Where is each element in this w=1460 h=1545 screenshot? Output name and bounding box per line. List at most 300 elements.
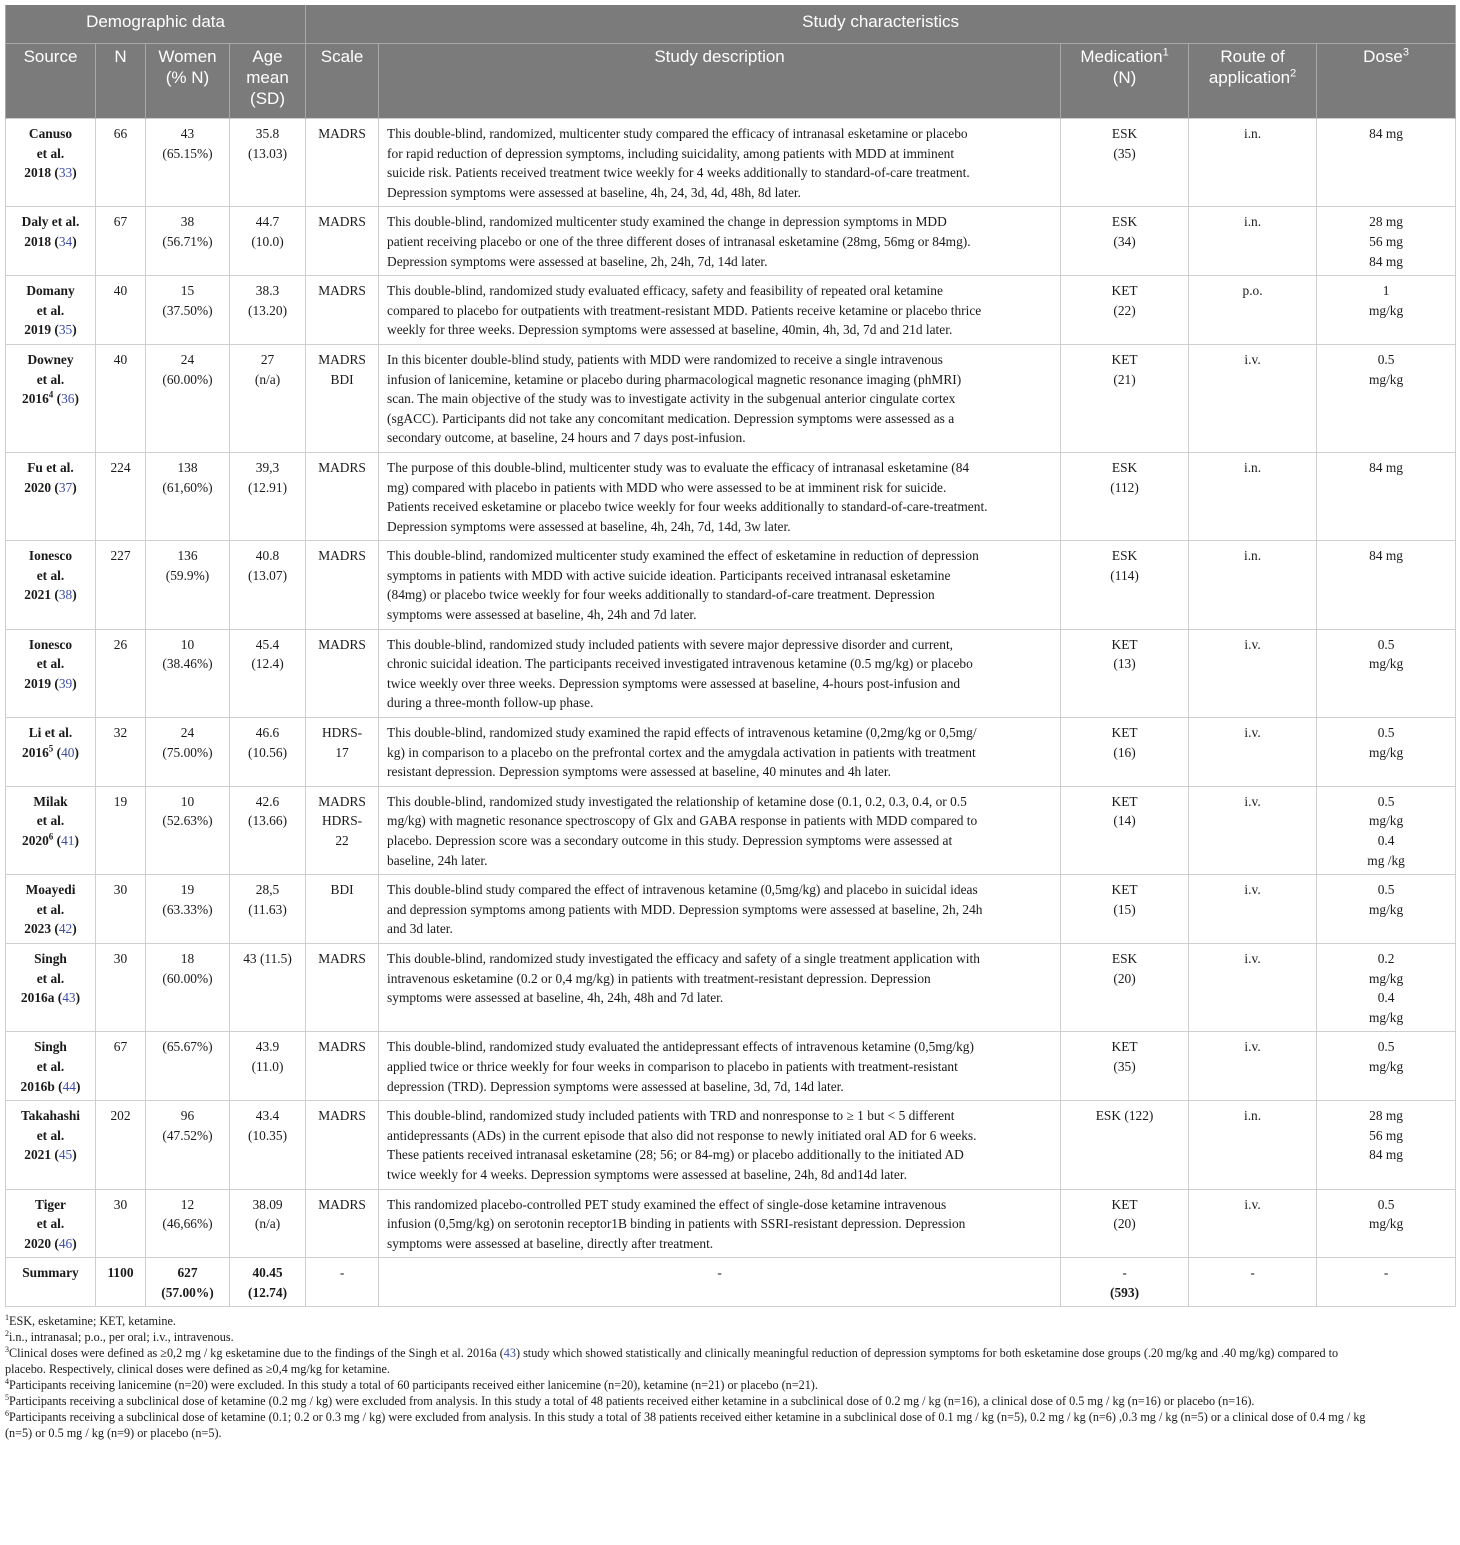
n-cell: 40 — [96, 276, 146, 345]
summary-age-line: 40.45 — [252, 1265, 283, 1281]
column-header-label: Dose — [1363, 47, 1403, 66]
medication-cell — [1061, 1032, 1189, 1101]
summary-women-line: 627 — [177, 1265, 198, 1281]
scale-line: MADRS — [318, 1039, 366, 1055]
medication-line: ESK — [1111, 126, 1138, 141]
source-year: 2016 — [22, 391, 49, 407]
dose-line: mg/kg — [1368, 1009, 1404, 1025]
dose-cell — [1317, 541, 1456, 629]
route-cell: i.n. — [1189, 119, 1317, 207]
dose-line: 0.4 — [1377, 990, 1395, 1006]
women-line: 15 — [180, 283, 195, 299]
footnote — [5, 1329, 1455, 1345]
dose-line: 56 mg — [1369, 233, 1403, 249]
table-row — [6, 119, 1456, 207]
medication-line: (112) — [1110, 479, 1139, 495]
description-cell — [379, 276, 1061, 345]
women-cell — [146, 629, 230, 717]
scale-line: MADRS — [318, 1196, 366, 1212]
source-line: Singh — [34, 1039, 67, 1055]
women-cell — [146, 344, 230, 452]
source-cell — [6, 1189, 96, 1258]
age-line: (13.07) — [247, 567, 288, 583]
column-header-label: Scale — [320, 47, 364, 66]
source-year: 2020 — [24, 1235, 52, 1251]
scale-line: MADRS — [318, 950, 366, 966]
route-cell: i.v. — [1189, 344, 1317, 452]
n-cell: 67 — [96, 1032, 146, 1101]
description-line: Patients received esketamine or placebo twice weekly for four weeks additionally to standard-of-care-treatment. — [387, 499, 988, 515]
medication-cell — [1061, 786, 1189, 874]
source-last-line: 2021 (45) — [24, 1147, 77, 1163]
age-cell — [230, 207, 306, 276]
dose-cell — [1317, 629, 1456, 717]
table-row — [6, 1189, 1456, 1258]
route-cell: i.v. — [1189, 1189, 1317, 1258]
scale-line: MADRS — [318, 351, 366, 367]
description-line: These patients received intranasal esketamine (28; 56; or 84-mg) or placebo additionally to the initiated AD — [387, 1147, 964, 1163]
reference-link: 34 — [58, 233, 73, 249]
footnote-number: 4 — [5, 1377, 9, 1387]
women-cell — [146, 1189, 230, 1258]
reference-link: 38 — [58, 587, 73, 603]
source-last-line: 2016a (43) — [20, 990, 81, 1006]
description-line: This double-blind, randomized, multicenter study compared the efficacy of intranasal esketamine or placebo — [387, 126, 968, 141]
description-cell — [379, 452, 1061, 540]
summary-dose: - — [1317, 1258, 1456, 1307]
source-line: Daly et al. — [21, 214, 80, 230]
source-line: Milak — [33, 793, 68, 809]
description-line: mg/kg) with magnetic resonance spectroscopy of Glx and GABA response in patients with MDD compared to — [387, 813, 978, 829]
description-line: This double-blind, randomized study included patients with severe major depressive disorder and current, — [387, 636, 954, 652]
source-line: et al. — [36, 371, 65, 387]
description-line: patient receiving placebo or one of the three different doses of intranasal esketamine (28mg, 56mg or 84mg). — [387, 233, 971, 249]
source-line: et al. — [36, 302, 65, 318]
study-table — [5, 5, 1456, 1307]
route-cell: p.o. — [1189, 276, 1317, 345]
source-cell — [6, 452, 96, 540]
dose-line: mg/kg — [1368, 656, 1404, 672]
medication-cell — [1061, 344, 1189, 452]
scale-line: MADRS — [318, 283, 366, 299]
source-line: et al. — [36, 901, 65, 917]
column-header-med — [1061, 44, 1189, 119]
scale-line: BDI — [330, 882, 354, 898]
age-line: 39,3 — [255, 459, 280, 475]
reference-link: 39 — [58, 675, 73, 691]
description-line: weekly for three weeks. Depression symptoms were assessed at baseline, 40min, 4h, 3d, 7d and 21d later. — [387, 322, 953, 338]
source-last-line: 2020$^6$ (41) — [22, 831, 79, 848]
scale-line: 22 — [335, 833, 349, 848]
footnote-number: 2 — [5, 1329, 9, 1339]
route-cell: i.v. — [1189, 786, 1317, 874]
footnote: $^3$Clinical doses were defined as ≥0,2 mg / kg esketamine due to the findings of the Singh et al. 2016a (43) study which showed statistically and clinically meaningful reduction of depression symptoms for both esketamine dose groups (.20 mg/kg and .40 mg/kg) compared to placebo. Respectively, clinical doses were defined as ≥0,4 mg/kg for ketamine. — [5, 1345, 1339, 1377]
column-header-scale — [306, 44, 379, 119]
footnote-text-continued: (n=5) or 0.5 mg / kg (n=9) or placebo (n=5). — [5, 1426, 222, 1441]
column-header-desc — [379, 44, 1061, 119]
description-line: baseline, 24h later. — [387, 852, 488, 868]
women-line: (47.52%) — [162, 1127, 213, 1143]
dose-cell — [1317, 718, 1456, 787]
description-line: placebo. Depression score was a secondary outcome in this study. Depression symptoms were assessed at — [387, 833, 953, 848]
description-line: (84mg) or placebo twice weekly for four weeks additionally to standard-of-care treatment. Depression — [387, 587, 935, 603]
description-line: symptoms were assessed at baseline, 4h, 24h and 7d later. — [387, 607, 697, 623]
column-header-women — [146, 44, 230, 119]
description-line: suicide risk. Patients received treatment twice weekly for 4 weeks additionally to standard-of-care treatment. — [387, 165, 970, 181]
dose-line: 0.5 — [1377, 1196, 1395, 1212]
group-header-study: Study characteristics — [306, 5, 1456, 44]
age-line: (11.0) — [251, 1058, 284, 1074]
column-header-age — [230, 44, 306, 119]
dose-line: mg/kg — [1368, 901, 1404, 917]
age-line: 43 (11.5) — [243, 950, 292, 966]
age-line: 43.9 — [255, 1039, 280, 1055]
age-line: (n/a) — [254, 1216, 281, 1232]
n-cell: 224 — [96, 452, 146, 540]
women-line: 24 — [180, 351, 195, 367]
description-line: This double-blind, randomized study evaluated efficacy, safety and feasibility of repeated oral ketamine — [387, 283, 943, 299]
medication-line: KET — [1111, 636, 1138, 652]
dose-cell — [1317, 1101, 1456, 1189]
column-header-label: N — [114, 47, 127, 66]
description-line: infusion of lanicemine, ketamine or placebo during pharmacological magnetic resonance imaging (phMRI) — [387, 371, 962, 387]
women-line: 24 — [180, 725, 195, 741]
route-cell: i.v. — [1189, 629, 1317, 717]
column-header-label: Study description — [654, 47, 785, 66]
source-cell — [6, 207, 96, 276]
description-line: and 3d later. — [387, 921, 453, 937]
scale-line: MADRS — [318, 126, 366, 141]
age-cell — [230, 344, 306, 452]
footnote-number: 3 — [5, 1345, 9, 1355]
medication-cell — [1061, 629, 1189, 717]
source-cell — [6, 1032, 96, 1101]
medication-line: KET — [1111, 1039, 1138, 1055]
source-cell — [6, 276, 96, 345]
dose-line: 0.5 — [1377, 882, 1395, 898]
age-cell — [230, 276, 306, 345]
table-figure — [5, 5, 1455, 1441]
women-line: (65.15%) — [162, 145, 213, 161]
medication-line: (20) — [1113, 970, 1136, 986]
women-cell — [146, 786, 230, 874]
footnote-text: Clinical doses were defined as ≥0,2 mg / kg esketamine due to the findings of the Singh et al. 2016a — [9, 1346, 497, 1361]
age-cell — [230, 875, 306, 944]
table-row — [6, 344, 1456, 452]
n-cell: 67 — [96, 207, 146, 276]
summary-scale: - — [306, 1258, 379, 1307]
n-cell: 32 — [96, 718, 146, 787]
women-cell — [146, 943, 230, 1031]
source-line: Li et al. — [28, 725, 73, 741]
group-header-demographic: Demographic data — [6, 5, 306, 44]
medication-cell — [1061, 875, 1189, 944]
medication-cell — [1061, 718, 1189, 787]
dose-line: 84 mg — [1369, 1147, 1403, 1163]
scale-cell — [306, 1101, 379, 1189]
scale-line: MADRS — [318, 1108, 366, 1124]
source-last-line: 2019 (39) — [24, 675, 77, 691]
description-line: secondary outcome, at baseline, 24 hours and 7 days post-infusion. — [387, 430, 746, 446]
age-line: 28,5 — [255, 882, 280, 898]
column-header-label: Source — [23, 47, 78, 66]
description-line: depression (TRD). Depression symptoms were assessed at baseline, 3d, 7d, 14d later. — [387, 1078, 844, 1094]
scale-cell — [306, 276, 379, 345]
description-cell — [379, 344, 1061, 452]
source-line: Canuso — [28, 126, 73, 141]
column-header-label: Medication — [1080, 47, 1163, 66]
source-year: 2023 — [24, 921, 52, 937]
footnote — [5, 1409, 1455, 1441]
age-cell — [230, 119, 306, 207]
women-line: (63.33%) — [162, 901, 213, 917]
summary-age-line: (12.74) — [247, 1284, 288, 1300]
source-year: 2020 — [22, 833, 49, 848]
description-line: This double-blind, randomized multicenter study examined the change in depression symptoms in MDD — [387, 214, 947, 230]
dose-line: 0.5 — [1377, 636, 1395, 652]
medication-cell — [1061, 119, 1189, 207]
source-line: et al. — [36, 145, 65, 161]
source-line: Singh — [34, 950, 67, 966]
dose-line: 84 mg — [1369, 548, 1403, 564]
dose-line: 0.4 — [1377, 833, 1395, 848]
table-row — [6, 875, 1456, 944]
summary-medication — [1061, 1258, 1189, 1307]
reference-link: 46 — [58, 1235, 73, 1251]
description-line: symptoms in patients with MDD with active suicide ideation. Participants received intranasal esketamine — [387, 567, 951, 583]
dose-line: 28 mg — [1369, 214, 1403, 230]
table-row — [6, 1101, 1456, 1189]
source-line: et al. — [36, 1058, 65, 1074]
description-line: and depression symptoms among patients with MDD. Depression symptoms were assessed at baseline, 2h, 24h — [387, 901, 983, 917]
description-line: antidepressants (ADs) in the current episode that also did not response to newly initiated oral AD for 6 weeks. — [387, 1127, 977, 1143]
description-cell — [379, 629, 1061, 717]
medication-cell — [1061, 207, 1189, 276]
dose-line: 1 — [1382, 283, 1390, 299]
dose-cell — [1317, 207, 1456, 276]
scale-cell — [306, 119, 379, 207]
description-line: kg) in comparison to a placebo on the prefrontal cortex and the amygdala activation in patients with treatment — [387, 744, 976, 760]
column-header-route — [1189, 44, 1317, 119]
women-line: (75.00%) — [162, 744, 213, 760]
table-row — [6, 207, 1456, 276]
age-line: (12.4) — [251, 656, 284, 672]
n-cell: 19 — [96, 786, 146, 874]
route-cell: i.n. — [1189, 541, 1317, 629]
dose-line: 84 mg — [1369, 459, 1403, 475]
summary-medication-line: - — [1122, 1265, 1127, 1281]
women-cell — [146, 541, 230, 629]
source-line: et al. — [36, 813, 65, 829]
description-line: In this bicenter double-blind study, patients with MDD were randomized to receive a single intravenous — [387, 351, 943, 367]
scale-cell — [306, 344, 379, 452]
medication-line: (21) — [1113, 371, 1136, 387]
age-line: 43.4 — [255, 1108, 280, 1124]
medication-line: (22) — [1113, 302, 1136, 318]
n-cell: 202 — [96, 1101, 146, 1189]
women-cell — [146, 875, 230, 944]
dose-line: 28 mg — [1369, 1108, 1403, 1124]
description-line: mg) compared with placebo in patients with MDD who were assessed to be at imminent risk for suicide. — [387, 479, 947, 495]
source-line: et al. — [36, 567, 65, 583]
source-last-line: 2016$^4$ (36) — [22, 389, 79, 407]
description-cell — [379, 541, 1061, 629]
description-line: This double-blind, randomized study investigated the relationship of ketamine dose (0.1, 0.2, 0.3, 0.4, or 0.5 — [387, 793, 967, 809]
age-line: (13.66) — [247, 813, 288, 829]
route-cell: i.n. — [1189, 207, 1317, 276]
scale-cell — [306, 207, 379, 276]
n-cell: 30 — [96, 875, 146, 944]
scale-line: MADRS — [318, 548, 366, 564]
footnote-text: i.n., intranasal; p.o., per oral; i.v., intravenous. — [9, 1330, 234, 1345]
scale-line: MADRS — [318, 459, 366, 475]
description-line: for rapid reduction of depression symptoms, including suicidality, among patients with MDD at imminent — [387, 145, 955, 161]
column-header-label: Age mean (SD) — [246, 47, 289, 108]
age-line: (n/a) — [254, 371, 281, 387]
reference-link: 35 — [58, 322, 73, 338]
n-cell: 30 — [96, 1189, 146, 1258]
source-year: 2016 — [22, 744, 49, 760]
women-line: (65.67%) — [162, 1039, 213, 1055]
women-cell — [146, 1101, 230, 1189]
medication-cell — [1061, 1101, 1189, 1189]
medication-line: (13) — [1113, 656, 1136, 672]
reference-link: 44 — [62, 1078, 76, 1094]
description-line: intravenous esketamine (0.2 or 0,4 mg/kg) in patients with treatment-resistant depression. Depression — [387, 970, 931, 986]
source-year: 2019 — [24, 675, 52, 691]
source-line: et al. — [36, 656, 65, 672]
scale-cell — [306, 786, 379, 874]
age-line: (11.63) — [248, 901, 287, 917]
medication-line: (35) — [1113, 145, 1136, 161]
route-cell: i.v. — [1189, 1032, 1317, 1101]
footnote — [5, 1313, 1455, 1329]
medication-line: (35) — [1113, 1058, 1136, 1074]
women-cell — [146, 718, 230, 787]
route-cell: i.v. — [1189, 943, 1317, 1031]
footnote-number: 5 — [5, 1393, 9, 1403]
age-line: 44.7 — [255, 214, 280, 230]
source-cell — [6, 344, 96, 452]
age-line: 35.8 — [255, 126, 280, 141]
column-header-superscript: 2 — [1290, 67, 1297, 80]
age-line: (10.56) — [247, 744, 288, 760]
dose-cell — [1317, 1032, 1456, 1101]
women-line: (60.00%) — [162, 970, 213, 986]
medication-line: ESK — [1111, 214, 1138, 230]
medication-cell — [1061, 541, 1189, 629]
reference-link: 40 — [61, 744, 75, 760]
footnote-text: Participants receiving lanicemine (n=20) were excluded. In this study a total of 60 participants received either lanicemine (n=20), ketamine (n=21) or placebo (n=21). — [9, 1378, 818, 1393]
medication-line: ESK — [1111, 548, 1138, 564]
dose-line: mg/kg — [1368, 1058, 1404, 1074]
source-cell — [6, 718, 96, 787]
age-line: 40.8 — [255, 548, 280, 564]
scale-line: MADRS — [318, 214, 366, 230]
route-cell: i.n. — [1189, 452, 1317, 540]
footnote-marker: 4 — [48, 389, 54, 400]
scale-cell — [306, 943, 379, 1031]
source-year: 2021 — [24, 587, 52, 603]
scale-cell — [306, 541, 379, 629]
footnote-text-continued: study which showed statistically and clinically meaningful reduction of depression symptoms for both esketamine dose groups (.20 mg/kg and .40 mg/kg) compared to — [523, 1346, 1339, 1361]
women-line: (52.63%) — [162, 813, 213, 829]
reference-link: 41 — [61, 833, 75, 848]
n-cell: 40 — [96, 344, 146, 452]
women-line: (37.50%) — [162, 302, 213, 318]
age-cell — [230, 786, 306, 874]
description-cell — [379, 943, 1061, 1031]
table-row — [6, 1032, 1456, 1101]
women-line: 136 — [177, 548, 198, 564]
women-line: 138 — [177, 459, 198, 475]
source-year: 2021 — [24, 1147, 52, 1163]
column-header-source — [6, 44, 96, 119]
women-line: (59.9%) — [165, 567, 210, 583]
source-year: 2018 — [24, 165, 52, 181]
source-last-line: 2016$^5$ (40) — [22, 743, 79, 760]
age-line: 27 — [260, 351, 275, 367]
medication-line: KET — [1111, 725, 1138, 741]
column-header-superscript: 3 — [1402, 46, 1409, 59]
source-cell — [6, 875, 96, 944]
medication-line: (34) — [1113, 233, 1136, 249]
women-line: (46,66%) — [162, 1216, 213, 1232]
dose-line: 0.2 — [1377, 950, 1395, 966]
medication-line: ESK — [1111, 950, 1138, 966]
age-line: 42.6 — [255, 793, 280, 809]
footnote-number: 1 — [5, 1313, 9, 1323]
description-line: twice weekly for 4 weeks. Depression symptoms were assessed at baseline, 24h, 8d and14d later. — [387, 1166, 907, 1182]
dose-line: mg/kg — [1368, 371, 1404, 387]
dose-cell — [1317, 452, 1456, 540]
medication-line: (114) — [1110, 567, 1139, 583]
age-line: (12.91) — [247, 479, 288, 495]
women-line: 18 — [180, 950, 195, 966]
age-line: 38.3 — [255, 283, 280, 299]
dose-cell — [1317, 1189, 1456, 1258]
medication-line: (16) — [1113, 744, 1136, 760]
women-line: 12 — [180, 1196, 195, 1212]
reference-link: 45 — [58, 1147, 73, 1163]
source-line: Moayedi — [25, 882, 76, 898]
footnote — [5, 1377, 1455, 1393]
women-line: (38.46%) — [162, 656, 213, 672]
footnote-text: ESK, esketamine; KET, ketamine. — [9, 1314, 176, 1329]
women-line: 10 — [180, 636, 195, 652]
description-line: applied twice or thrice weekly for four weeks in comparison to placebo in patients with treatment-resistant — [387, 1058, 958, 1074]
dose-cell — [1317, 344, 1456, 452]
table-row — [6, 943, 1456, 1031]
summary-route: - — [1189, 1258, 1317, 1307]
women-cell — [146, 119, 230, 207]
age-line: (10.0) — [251, 233, 284, 249]
description-line: compared to placebo for outpatients with treatment-resistant MDD. Patients receive ketamine or placebo thrice — [387, 302, 982, 318]
dose-line: mg/kg — [1368, 302, 1404, 318]
scale-line: MADRS — [318, 636, 366, 652]
summary-description: - — [379, 1258, 1061, 1307]
age-cell — [230, 452, 306, 540]
n-cell: 66 — [96, 119, 146, 207]
source-last-line: 2021 (38) — [24, 587, 77, 603]
medication-cell — [1061, 943, 1189, 1031]
medication-line: KET — [1111, 351, 1138, 367]
medication-line: KET — [1111, 1196, 1138, 1212]
table-row — [6, 786, 1456, 874]
description-line: during a three-month follow-up phase. — [387, 695, 594, 711]
age-cell — [230, 718, 306, 787]
source-last-line: 2020 (46) — [24, 1235, 77, 1251]
